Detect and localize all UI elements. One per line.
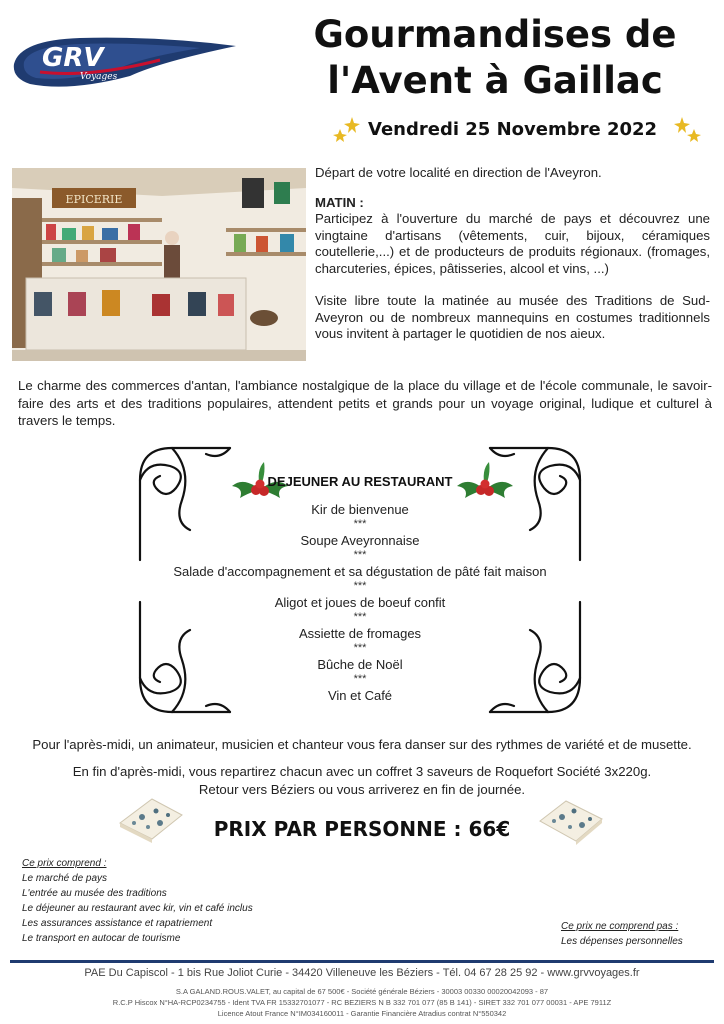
footer-divider bbox=[10, 960, 714, 963]
includes-item: Les assurances assistance et rapatriement bbox=[22, 918, 213, 929]
menu-item: Vin et Café bbox=[327, 688, 393, 703]
lunch-menu bbox=[130, 440, 590, 722]
excludes-item: Les dépenses personnelles bbox=[561, 936, 683, 947]
evening-text bbox=[0, 763, 724, 799]
menu-item: Assiette de fromages bbox=[298, 626, 422, 641]
intro-text bbox=[315, 165, 710, 343]
grocery-shop-photo bbox=[12, 168, 306, 361]
price-includes bbox=[22, 856, 253, 946]
includes-item: Le marché de pays bbox=[22, 873, 108, 884]
morning-label: MATIN : bbox=[315, 194, 364, 210]
legal-line: S.A GALAND.ROUS.VALET, au capital de 67 500€ - Société générale Béziers - 30003 00330 00020042093 - 87 bbox=[175, 987, 549, 996]
menu-title: DEJEUNER AU RESTAURANT bbox=[267, 474, 453, 489]
footer-address: PAE Du Capiscol - 1 bis Rue Joliot Curie - 34420 Villeneuve les Béziers - Tél. 04 67 28 25 92 - www.grvvoyages.fr bbox=[84, 967, 640, 979]
menu-item: Kir de bienvenue bbox=[311, 502, 409, 517]
price-excludes bbox=[561, 919, 683, 949]
logo-sub-text: Voyages bbox=[80, 72, 118, 82]
gift-text: En fin d'après-midi, vous repartirez chacun avec un coffret 3 saveurs de Roquefort Société 3x220g. bbox=[72, 764, 652, 779]
return-text: Retour vers Béziers ou vous arriverez en fin de journée. bbox=[198, 782, 526, 797]
menu-separator: *** bbox=[353, 672, 367, 685]
title-line1: Gourmandises de bbox=[313, 13, 677, 56]
menu-separator: *** bbox=[353, 548, 367, 561]
page-title bbox=[280, 12, 710, 104]
grv-logo bbox=[10, 32, 238, 92]
includes-item: Le déjeuner au restaurant avec kir, vin et café inclus bbox=[22, 903, 253, 914]
menu-separator: *** bbox=[353, 610, 367, 623]
menu-separator: *** bbox=[353, 641, 367, 654]
sparkle-stars-icon bbox=[670, 115, 704, 149]
event-date bbox=[330, 115, 710, 149]
menu-item: Aligot et joues de boeuf confit bbox=[274, 595, 446, 610]
departure-text: Départ de votre localité en direction de l'Aveyron. bbox=[315, 165, 602, 180]
sparkle-stars-icon bbox=[330, 115, 364, 149]
includes-heading: Ce prix comprend : bbox=[22, 858, 107, 869]
date-text: Vendredi 25 Novembre 2022 bbox=[368, 119, 658, 140]
legal-line: R.C.P Hiscox N°HA-RCP0234755 - Ident TVA FR 15332701077 - RC BEZIERS N B 332 701 077 (85 B 141) - SIRET 332 701 077 00031 - APE 7911Z bbox=[112, 998, 612, 1007]
charm-paragraph: Le charme des commerces d'antan, l'ambiance nostalgique de la place du village et de l'école communale, le savoir-faire des arts et des traditions populaires, attendent petits et grands pour un voyage original, ludique et culturel à travers le temps. bbox=[18, 378, 712, 428]
logo-main-text: GRV bbox=[42, 43, 104, 73]
menu-separator: *** bbox=[353, 517, 367, 530]
footer-legal bbox=[0, 986, 724, 1019]
menu-list bbox=[120, 502, 600, 704]
afternoon-text: Pour l'après-midi, un animateur, musicien et chanteur vous fera danser sur des rythmes de variété et de musette. bbox=[32, 737, 692, 752]
shop-sign-text: EPICERIE bbox=[65, 193, 123, 206]
includes-item: Le transport en autocar de tourisme bbox=[22, 933, 181, 944]
price-per-person: PRIX PAR PERSONNE : 66€ bbox=[213, 817, 511, 841]
menu-item: Soupe Aveyronnaise bbox=[300, 533, 420, 548]
menu-item: Bûche de Noël bbox=[317, 657, 403, 672]
excludes-heading: Ce prix ne comprend pas : bbox=[561, 921, 679, 932]
morning-text: Participez à l'ouverture du marché de pays et découvrez une vingtaine d'artisans (vêtements, cuir, bijoux, céramiques coutellerie,...) et de producteurs de produits régionaux. (fromages, charcuteries, épices, pâtisseries, alcool et vins, ...) bbox=[315, 211, 710, 276]
legal-line: Licence Atout France N°IM034160011 - Garantie Financière Atradius contrat N°550342 bbox=[217, 1009, 507, 1018]
title-line2: l'Avent à Gaillac bbox=[327, 59, 663, 102]
menu-item: Salade d'accompagnement et sa dégustation de pâté fait maison bbox=[173, 564, 547, 579]
museum-visit-text: Visite libre toute la matinée au musée des Traditions de Sud-Aveyron ou de nombreux mannequins en costumes traditionnels vous invitent à partager le quotidien de nos aieux. bbox=[315, 293, 710, 341]
menu-separator: *** bbox=[353, 579, 367, 592]
includes-item: L'entrée au musée des traditions bbox=[22, 888, 167, 899]
